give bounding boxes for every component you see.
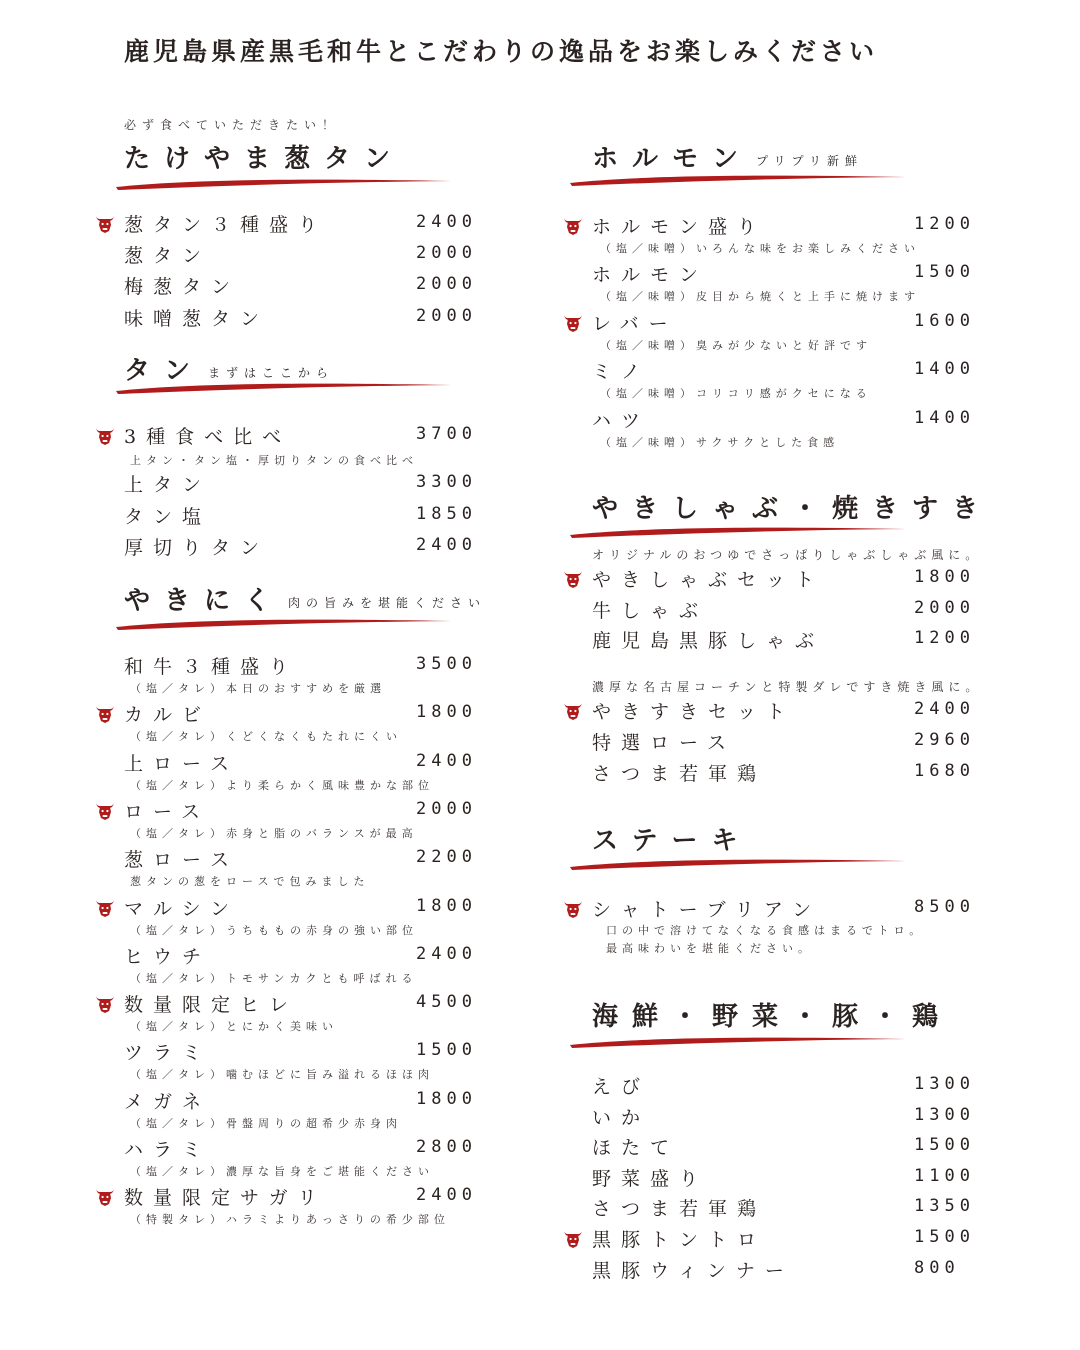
bull-icon [562,311,584,333]
item-price: 2000 [416,798,477,819]
item-note: （塩／タレ）うちももの赤身の強い部位 [130,923,418,937]
brush-underline [568,1034,908,1048]
item-price: 2400 [416,750,477,771]
item-name: タン塩 [124,506,212,528]
item-price: 1400 [914,359,975,380]
item-name: 鹿児島黒豚しゃぶ [592,630,825,652]
item-name: さつま若軍鶏 [592,763,767,785]
item-name: 数量限定ヒレ [124,994,299,1017]
item-name: 牛しゃぶ [592,600,709,622]
item-price: 3300 [416,472,477,492]
item-price: 2000 [914,598,975,618]
menu-item [124,1087,484,1115]
bull-icon [562,1227,584,1249]
section-title-shabu [592,488,992,525]
menu-item [592,1225,975,1253]
bull-icon [94,992,116,1014]
menu-item [124,700,484,728]
brush-underline [114,380,454,394]
item-name: 特選ロース [592,732,737,754]
item-price: 1300 [914,1074,975,1094]
menu-headline: 鹿児島県産黒毛和牛とこだわりの逸品をお楽しみください [124,37,879,66]
item-name: ほたて [592,1137,680,1160]
item-price: 2400 [416,212,477,232]
item-name: ツラミ [124,1042,212,1065]
bull-icon [562,214,584,236]
item-note: 最高味わいを堪能ください。 [606,942,814,955]
menu-item [124,845,484,873]
item-note: （特製タレ）ハラミよりあっさりの希少部位 [130,1213,450,1227]
item-name: ヒウチ [124,945,212,968]
menu-item [592,565,975,593]
section-subtitle: 肉の旨みを堪能ください [288,595,487,610]
menu-item [592,895,975,923]
item-note: （塩／タレ）トモサンカクとも呼ばれる [130,971,418,985]
item-name: ミノ [592,361,651,384]
item-price: 2960 [914,730,975,750]
menu-item [592,1256,972,1284]
menu-item [124,749,484,777]
item-note: （塩／タレ）赤身と脂のバランスが最高 [130,826,418,840]
menu-item [124,422,484,450]
brush-underline [114,616,454,630]
menu-item [124,1135,484,1163]
menu-item [592,596,975,624]
section-title-text: やきしゃぶ・焼きすき [592,494,993,524]
bull-icon [94,799,116,821]
menu-item [124,533,484,561]
bull-icon [94,896,116,918]
bull-icon [562,699,584,721]
section-title-text: たけやま葱タン [124,144,405,174]
menu-item [592,1072,975,1100]
item-note: 葱タンの葱をロースで包みました [130,875,370,889]
menu-item [592,357,975,385]
item-price: 3700 [416,424,477,444]
brush-underline [568,856,908,870]
section-intro: オリジナルのおつゆでさっぱりしゃぶしゃぶ風に。 [592,548,983,562]
item-name: やきすきセット [592,701,796,723]
item-price: 1350 [914,1196,975,1217]
menu-item [592,406,975,434]
menu-item [124,1038,484,1066]
menu-item [124,797,484,825]
section-title-text: タン [124,356,205,386]
item-name: 梅葱タン [124,276,241,298]
item-price: 1100 [914,1165,975,1186]
menu-item [124,304,484,332]
item-note: （塩／タレ）より柔らかく風味豊かな部位 [130,778,434,792]
item-price: 2000 [416,274,477,294]
item-name: 葱タン３種盛り [124,214,328,236]
item-note: （塩／タレ）くどくなくもたれにくい [130,730,402,744]
brush-underline [114,176,454,190]
item-price: 800 [914,1257,960,1278]
menu-item [124,942,484,970]
item-name: 厚切りタン [124,537,270,559]
menu-item [124,470,484,498]
item-price: 1800 [914,567,975,587]
item-name: ハラミ [124,1139,212,1161]
menu-item [124,652,484,680]
item-price: 1800 [416,895,477,916]
menu-item [124,894,484,922]
item-price: 1200 [914,628,975,648]
item-name: えび [592,1076,651,1098]
bull-icon [94,702,116,724]
item-name: カルビ [124,704,212,727]
menu-item [592,728,975,756]
menu-item [124,1183,484,1211]
item-name: ロース [124,800,211,823]
menu-item [124,990,484,1018]
item-name: 葱タン [124,245,212,267]
item-name: 上タン [124,474,212,496]
item-price: 1500 [914,1135,975,1156]
section-title-horumon [592,138,863,175]
item-name: 和牛３種盛り [124,656,299,678]
item-name: 野菜盛り [592,1167,709,1190]
brush-underline [568,172,908,186]
menu-item [592,1133,975,1161]
item-note: 上タン・タン塩・厚切りタンの食べ比べ [130,454,418,467]
item-name: ホルモン盛り [592,216,767,238]
item-price: 1500 [416,1040,477,1061]
item-name: さつま若軍鶏 [592,1198,767,1221]
brush-underline [568,524,908,538]
section-title-seafood [592,996,952,1033]
item-price: 1850 [416,504,477,524]
item-name: 味噌葱タン [124,308,270,330]
menu-item [592,1103,975,1131]
menu-item [592,309,975,337]
item-name: マルシン [124,897,240,920]
item-price: 2400 [416,943,477,964]
item-price: 3500 [416,654,477,674]
section-title-steak [592,820,751,857]
section-intro: 濃厚な名古屋コーチンと特製ダレですき焼き風に。 [592,680,983,694]
item-name: やきしゃぶセット [592,569,825,591]
menu-item [592,1164,975,1192]
item-note: （塩／タレ）噛むほどに旨み溢れるほほ肉 [130,1068,434,1082]
item-price: 1800 [416,1088,477,1109]
section-title-text: 海鮮・野菜・豚・鶏 [592,1002,953,1032]
item-price: 2000 [416,243,477,263]
item-name: いか [592,1106,651,1129]
tagline: 必ず食べていただきたい！ [124,118,341,132]
section-title-negitan [124,138,404,175]
section-title-yakiniku [124,580,486,617]
item-note: （塩／味噌）皮目から焼くと上手に焼けます [600,290,920,304]
item-name: 3種食べ比べ [124,426,292,448]
menu-item [124,241,484,269]
item-note: （塩／味噌）サクサクとした食感 [600,435,840,449]
item-note: （塩／味噌）いろんな味をお楽しみください [600,242,920,255]
item-note: （塩／タレ）本日のおすすめを厳選 [130,682,387,695]
bull-icon [562,567,584,589]
item-price: 2000 [416,306,477,326]
menu-item [592,626,975,654]
section-title-text: ステーキ [592,826,752,856]
item-name: 数量限定サガリ [124,1187,327,1210]
section-subtitle: まずはここから [208,365,335,380]
item-price: 2400 [416,1185,477,1206]
menu-item [124,502,484,530]
bull-icon [562,897,584,919]
item-price: 8500 [914,897,975,917]
item-note: （塩／タレ）濃厚な旨身をご堪能ください [130,1165,434,1178]
menu-item [592,1194,975,1222]
item-name: メガネ [124,1090,212,1113]
item-price: 2400 [914,699,975,719]
item-price: 4500 [416,992,477,1013]
menu-item [592,759,975,787]
menu-item [592,697,975,725]
item-name: ハツ [592,409,651,432]
item-price: 1800 [416,702,477,723]
item-name: シャトーブリアン [592,899,822,921]
menu-item [592,260,975,288]
item-name: レバー [592,312,678,335]
item-price: 1600 [914,310,975,331]
section-title-text: ホルモン [592,144,753,174]
item-name: 葱ロース [124,849,240,872]
item-price: 1200 [914,214,975,234]
section-title-text: やきにく [124,586,285,616]
bull-icon [94,212,116,234]
item-price: 1500 [914,262,975,283]
menu-item [124,272,484,300]
menu-item [592,212,975,240]
item-price: 1500 [914,1227,975,1247]
item-price: 1300 [914,1104,975,1125]
item-price: 2400 [416,535,477,555]
item-note: （塩／味噌）臭みが少ないと好評です [600,338,872,352]
item-note: （塩／タレ）とにかく美味い [130,1020,338,1034]
menu-item [124,210,484,238]
item-name: 黒豚ウィンナー [592,1259,794,1282]
item-note: （塩／タレ）骨盤周りの超希少赤身肉 [130,1116,402,1130]
item-name: 上ロース [124,752,240,775]
item-price: 1400 [914,407,975,428]
item-price: 2200 [416,847,477,868]
bull-icon [94,424,116,446]
item-price: 1680 [914,761,975,781]
item-note: （塩／味噌）コリコリ感がクセになる [600,387,872,401]
item-name: ホルモン [592,264,709,287]
section-subtitle: プリプリ新鮮 [756,153,864,168]
item-name: 黒豚トントロ [592,1229,767,1251]
bull-icon [94,1185,116,1207]
item-price: 2800 [416,1137,477,1157]
item-note: 口の中で溶けてなくなる食感はまるでトロ。 [606,924,926,937]
